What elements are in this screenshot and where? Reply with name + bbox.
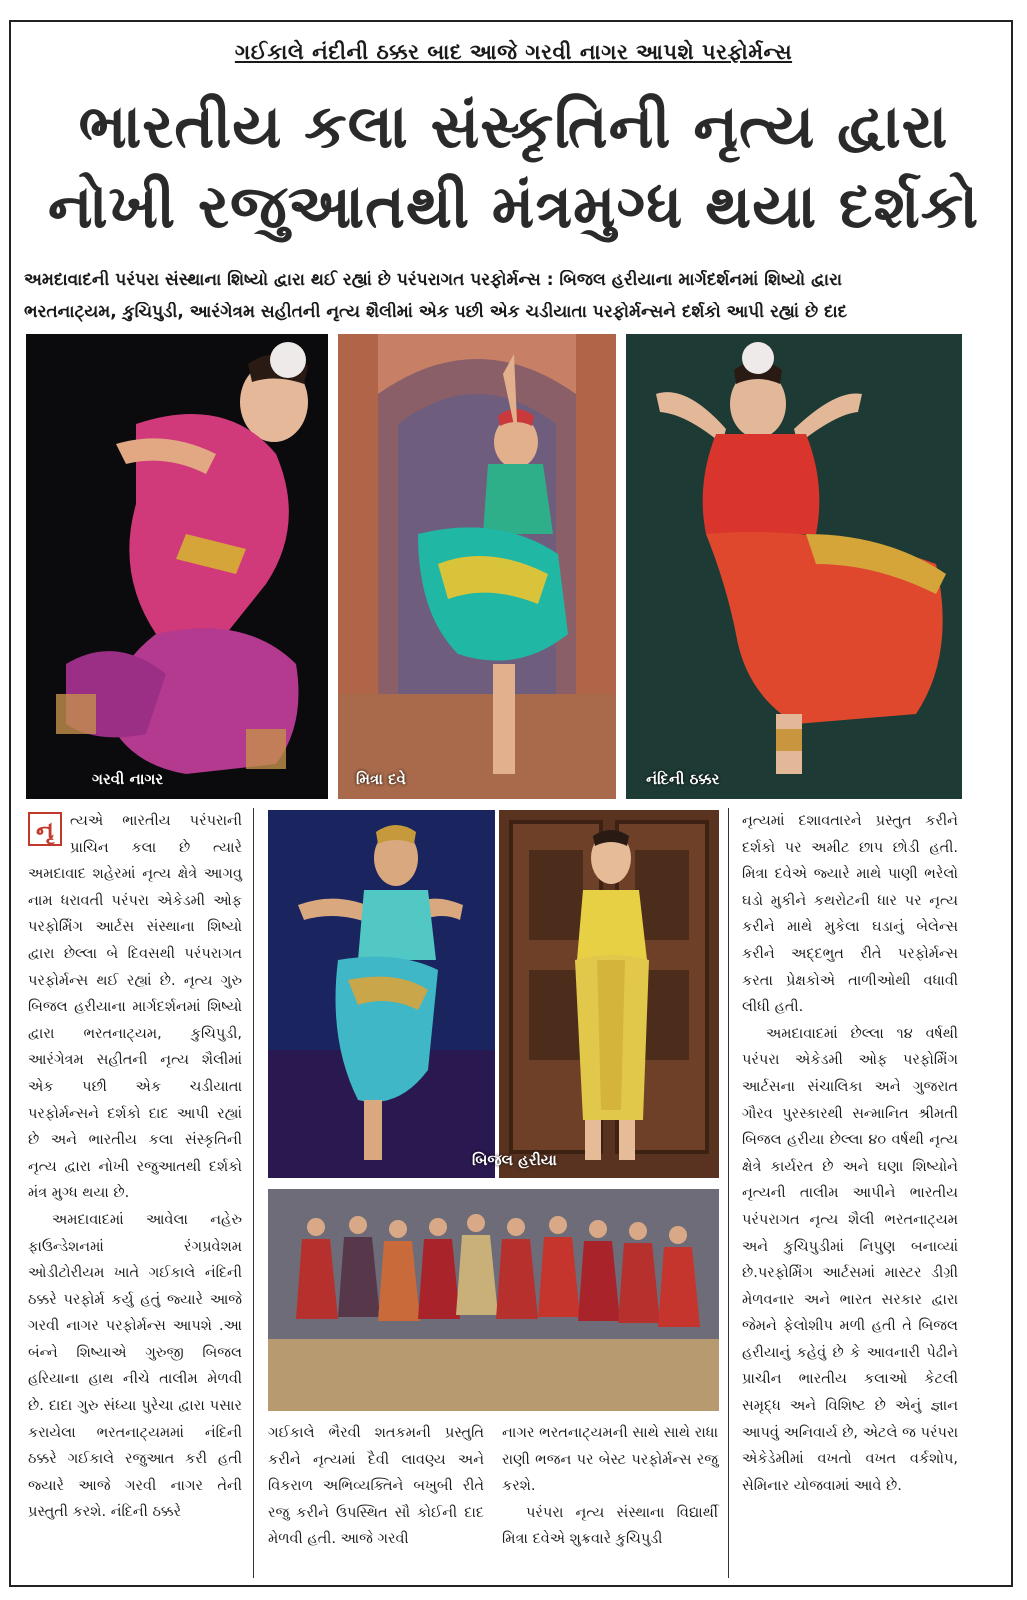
article-column-4 xyxy=(742,808,958,1499)
photo-group-dancers xyxy=(268,1189,719,1411)
photo-dancer-aqua xyxy=(268,810,495,1178)
main-headline-line-1: ભારતીય કલા સંસ્કૃતિની નૃત્ય દ્વારા xyxy=(78,92,949,162)
deck-line-1: અમદાવાદની પરંપરા સંસ્થાના શિષ્યો દ્વારા થઈ રહ્યાં છે પરંપરાગત પરફોર્મન્સ : બિજલ હરીયાના માર્ગદર્શનમાં શિષ્યો દ્વારા xyxy=(24,270,843,290)
photo-bijal-hariya xyxy=(499,810,719,1178)
caption-mitra-dave: મિત્રા દવે xyxy=(356,770,406,788)
caption-bijal-hariya: બિજલ હરીયા xyxy=(472,1151,557,1169)
column-divider xyxy=(253,808,254,1578)
dropcap: નૃ xyxy=(28,812,62,846)
deck-line-2: ભરતનાટ્યમ, કુચિપુડી, આરંગેત્રમ સહીતની નૃત્ય શૈલીમાં એક પછી એક ચડીયાતા પરફોર્મન્સને દર્શકો આપી રહ્યાં છે દાદ xyxy=(24,302,848,322)
column-divider xyxy=(728,808,729,1578)
col3-paragraph-1: નાગર ભરતનાટ્યમની સાથે સાથે રાધા રાણી ભજન પર બેસ્ટ પરફોર્મન્સ રજુ કરશે. xyxy=(502,1425,718,1495)
photo-mitra-dave xyxy=(338,334,616,799)
col3-paragraph-2: પરંપરા નૃત્ય સંસ્થાના વિદ્યાર્થી મિત્રા દવેએ શુક્રવારે કુચિપુડી xyxy=(502,1504,718,1548)
photo-garvi-nagar xyxy=(26,334,328,799)
photo-nandini-thakkar xyxy=(626,334,962,799)
article-column-3 xyxy=(502,1420,718,1553)
col1-paragraph-1: ત્યએ ભારતીય પરંપરાની પ્રાચિન કલા છે ત્યારે અમદાવાદ શહેરમાં નૃત્ય ક્ષેત્રે આગવુ નામ ધરાવતી પરંપરા એકેડમી ઓફ પરફોર્મિંગ આર્ટસ સંસ્થાના શિષ્યો દ્વારા છેલ્લા બે દિવસથી પરંપરાગત પરફોર્મન્સ થઈ રહ્યાં છે. નૃત્ય ગુરુ બિજલ હરીયાના માર્ગદર્શનમાં શિષ્યો દ્વારા ભરતનાટ્યમ, કુચિપુડી, આરંગેત્રમ સહીતની નૃત્ય શૈલીમાં એક પછી એક ચડીયાતા પરફોર્મન્સને દર્શકો દાદ આપી રહ્યાં છે અને ભારતીય કલા સંસ્કૃતિની નૃત્ય દ્વારા નોખી રજુઆતથી દર્શકો મંત્ર મુગ્ધ થયા છે. xyxy=(28,813,242,1202)
caption-garvi-nagar: ગરવી નાગર xyxy=(92,770,164,788)
col4-paragraph-1: નૃત્યમાં દશાવતારને પ્રસ્તુત કરીને દર્શકો પર અમીટ છાપ છોડી હતી. મિત્રા દવેએ જ્યારે માથે પાણી ભરેલો ઘડો મુકીને કથરોટની ધાર પર નૃત્ય કરીને માથે મુકેલા ઘડાનું બેલેન્સ કરીને અદ્દભુત રીતે પરફોર્મન્સ કરતા પ્રેક્ષકોએ તાળીઓથી વધાવી લીધી હતી. xyxy=(742,813,958,1016)
article-column-1 xyxy=(28,808,242,1526)
col2-paragraph: ગઈકાલે ભૈરવી શતકમની પ્રસ્તુતિ કરીને નૃત્યમાં દૈવી લાવણ્ય અને વિકરાળ અભિવ્યક્તિને બખુબી રીતે રજુ કરીને ઉપસ્થિત સૌ કોઈની દાદ મેળવી હતી. આજે ગરવી xyxy=(268,1425,484,1548)
article-column-2 xyxy=(268,1420,484,1553)
kicker-headline: ગઈકાલે નંદીની ઠક્કર બાદ આજે ગરવી નાગર આપશે પરફોર્મન્સ xyxy=(234,40,793,64)
col4-paragraph-2: અમદાવાદમાં છેલ્લા ૧૪ વર્ષથી પરંપરા એકેડમી ઓફ પરફોર્મિંગ આર્ટસના સંચાલિકા અને ગુજરાત ગૌરવ પુરસ્કારથી સન્માનિત શ્રીમતી બિજલ હરીયા છેલ્લા ૪૦ વર્ષથી નૃત્ય ક્ષેત્રે કાર્યરત છે અને ઘણા શિષ્યોને નૃત્યની તાલીમ આપીને ભારતીય પરંપરાગત નૃત્ય શૈલી ભરતનાટ્યમ અને કુચિપુડીમાં નિપુણ બનાવ્યાં છે.પરફોર્મિંગ આર્ટસમાં માસ્ટર ડીગ્રી મેળવનાર અને ભારત સરકાર દ્વારા જેમને ફેલોશીપ મળી હતી તે બિજલ હરીયાનું કહેવું છે કે આવનારી પેઢીને પ્રાચીન ભારતીય કલાઓ કેટલી સમૃદ્ધ અને વિશિષ્ટ છે એનું જ્ઞાન આપવું અનિવાર્ય છે, એટલે જ પરંપરા એકેડેમીમાં વખતો વખત વર્કશોપ, સેમિનાર યોજવામાં આવે છે. xyxy=(742,1025,958,1494)
col1-paragraph-2: અમદાવાદમાં આવેલા નહેરુ ફાઉન્ડેશનમાં રંગપ્રવેશમ ઓડીટોરીયમ ખાતે ગઈકાલે નંદિની ઠક્કરે પરફોર્મ કર્યુ હતું જ્યારે આજે ગરવી નાગર પરફોર્મન્સ આપશે .આ બંન્ને શિષ્યાએ ગુરુજી બિજલ હરિયાના હાથ નીચે તાલીમ મેળવી છે. દાદા ગુરુ સંધ્યા પુરેચા દ્વારા પસાર કરાયેલા ભરતનાટ્યમમાં નંદિની ઠક્કરે ગઈકાલે રજુઆત કરી હતી જ્યારે આજે ગરવી નાગર તેની પ્રસ્તુતી કરશે. નંદિની ઠક્કરે xyxy=(28,1211,242,1521)
caption-nandini-thakkar: નંદિની ઠક્કર xyxy=(646,770,720,788)
main-headline-line-2: નોખી રજુઆતથી મંત્રમુગ્ધ થયા દર્શકો xyxy=(47,172,980,242)
